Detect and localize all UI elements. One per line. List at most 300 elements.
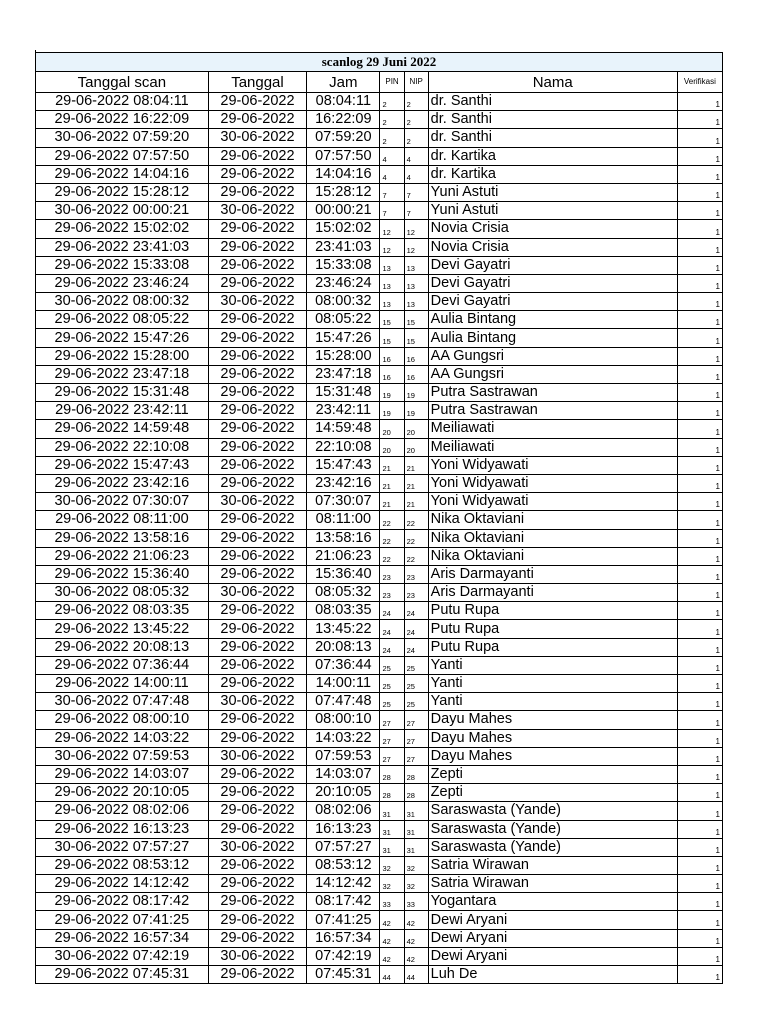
cell-nama: Nika Oktaviani xyxy=(428,529,677,547)
cell-tanggal: 29-06-2022 xyxy=(208,620,306,638)
cell-tanggal-scan: 30-06-2022 07:59:53 xyxy=(36,747,209,765)
cell-pin: 4 xyxy=(380,147,404,165)
cell-verifikasi: 1 xyxy=(677,420,722,438)
cell-nama: Putu Rupa xyxy=(428,602,677,620)
table-row xyxy=(36,747,723,765)
cell-nama: Devi Gayatri xyxy=(428,256,677,274)
table-row xyxy=(36,620,723,638)
cell-pin: 24 xyxy=(380,602,404,620)
cell-nip: 24 xyxy=(404,620,428,638)
cell-tanggal: 29-06-2022 xyxy=(208,565,306,583)
cell-verifikasi: 1 xyxy=(677,93,722,111)
cell-nama: Nika Oktaviani xyxy=(428,511,677,529)
cell-nama: Meiliawati xyxy=(428,420,677,438)
cell-nama: Zepti xyxy=(428,765,677,783)
cell-tanggal: 29-06-2022 xyxy=(208,893,306,911)
cell-nip: 13 xyxy=(404,256,428,274)
cell-tanggal: 30-06-2022 xyxy=(208,947,306,965)
cell-nip: 27 xyxy=(404,711,428,729)
cell-jam: 07:47:48 xyxy=(307,693,380,711)
table-row xyxy=(36,438,723,456)
cell-tanggal-scan: 29-06-2022 14:59:48 xyxy=(36,420,209,438)
cell-pin: 7 xyxy=(380,202,404,220)
cell-tanggal-scan: 29-06-2022 20:08:13 xyxy=(36,638,209,656)
cell-tanggal: 30-06-2022 xyxy=(208,202,306,220)
cell-nama: AA Gungsri xyxy=(428,365,677,383)
cell-nip: 42 xyxy=(404,947,428,965)
cell-verifikasi: 1 xyxy=(677,529,722,547)
table-row xyxy=(36,565,723,583)
cell-pin: 13 xyxy=(380,274,404,292)
cell-verifikasi: 1 xyxy=(677,511,722,529)
cell-jam: 20:10:05 xyxy=(307,784,380,802)
col-header-tanggal: Tanggal xyxy=(208,72,306,93)
table-row xyxy=(36,711,723,729)
cell-jam: 14:03:22 xyxy=(307,729,380,747)
cell-nama: Putu Rupa xyxy=(428,638,677,656)
cell-nama: dr. Santhi xyxy=(428,111,677,129)
cell-verifikasi: 1 xyxy=(677,347,722,365)
cell-jam: 15:36:40 xyxy=(307,565,380,583)
cell-nip: 31 xyxy=(404,802,428,820)
cell-verifikasi: 1 xyxy=(677,838,722,856)
cell-nip: 21 xyxy=(404,456,428,474)
cell-pin: 24 xyxy=(380,620,404,638)
cell-tanggal-scan: 30-06-2022 08:05:32 xyxy=(36,584,209,602)
cell-verifikasi: 1 xyxy=(677,456,722,474)
cell-nip: 31 xyxy=(404,820,428,838)
cell-nip: 7 xyxy=(404,183,428,201)
cell-jam: 15:28:12 xyxy=(307,183,380,201)
table-row xyxy=(36,293,723,311)
cell-nip: 16 xyxy=(404,347,428,365)
cell-nip: 22 xyxy=(404,547,428,565)
cell-verifikasi: 1 xyxy=(677,311,722,329)
table-row xyxy=(36,402,723,420)
cell-tanggal: 29-06-2022 xyxy=(208,729,306,747)
cell-pin: 4 xyxy=(380,165,404,183)
cell-verifikasi: 1 xyxy=(677,966,722,984)
cell-nama: Devi Gayatri xyxy=(428,274,677,292)
cell-nip: 42 xyxy=(404,911,428,929)
cell-tanggal: 29-06-2022 xyxy=(208,402,306,420)
cell-nama: Luh De xyxy=(428,966,677,984)
cell-verifikasi: 1 xyxy=(677,693,722,711)
cell-pin: 21 xyxy=(380,456,404,474)
cell-jam: 23:47:18 xyxy=(307,365,380,383)
cell-jam: 16:13:23 xyxy=(307,820,380,838)
cell-nip: 32 xyxy=(404,875,428,893)
cell-tanggal-scan: 29-06-2022 08:17:42 xyxy=(36,893,209,911)
cell-tanggal-scan: 29-06-2022 23:46:24 xyxy=(36,274,209,292)
table-row xyxy=(36,765,723,783)
cell-tanggal-scan: 29-06-2022 08:00:10 xyxy=(36,711,209,729)
cell-nama: Aris Darmayanti xyxy=(428,565,677,583)
cell-nama: Dayu Mahes xyxy=(428,711,677,729)
cell-nama: Yanti xyxy=(428,693,677,711)
cell-jam: 13:58:16 xyxy=(307,529,380,547)
cell-jam: 07:30:07 xyxy=(307,493,380,511)
cell-tanggal-scan: 29-06-2022 20:10:05 xyxy=(36,784,209,802)
table-row xyxy=(36,729,723,747)
cell-nama: Saraswasta (Yande) xyxy=(428,820,677,838)
cell-tanggal-scan: 29-06-2022 08:53:12 xyxy=(36,856,209,874)
col-header-pin: PIN xyxy=(380,72,404,93)
cell-verifikasi: 1 xyxy=(677,802,722,820)
table-row xyxy=(36,820,723,838)
cell-nip: 21 xyxy=(404,493,428,511)
cell-verifikasi: 1 xyxy=(677,365,722,383)
cell-verifikasi: 1 xyxy=(677,183,722,201)
cell-tanggal-scan: 29-06-2022 08:03:35 xyxy=(36,602,209,620)
cell-tanggal-scan: 29-06-2022 23:42:11 xyxy=(36,402,209,420)
cell-nama: Yanti xyxy=(428,675,677,693)
cell-tanggal: 29-06-2022 xyxy=(208,675,306,693)
cell-pin: 44 xyxy=(380,966,404,984)
cell-tanggal: 29-06-2022 xyxy=(208,274,306,292)
cell-nip: 7 xyxy=(404,202,428,220)
cell-verifikasi: 1 xyxy=(677,129,722,147)
table-row xyxy=(36,238,723,256)
cell-tanggal: 29-06-2022 xyxy=(208,529,306,547)
cell-pin: 20 xyxy=(380,420,404,438)
cell-jam: 16:57:34 xyxy=(307,929,380,947)
cell-nama: Novia Crisia xyxy=(428,238,677,256)
cell-nip: 33 xyxy=(404,893,428,911)
cell-jam: 15:47:43 xyxy=(307,456,380,474)
table-row xyxy=(36,147,723,165)
cell-tanggal: 29-06-2022 xyxy=(208,856,306,874)
cell-nama: Yoni Widyawati xyxy=(428,474,677,492)
cell-tanggal-scan: 29-06-2022 08:02:06 xyxy=(36,802,209,820)
cell-jam: 15:47:26 xyxy=(307,329,380,347)
cell-tanggal: 29-06-2022 xyxy=(208,966,306,984)
cell-pin: 31 xyxy=(380,838,404,856)
cell-nama: Yuni Astuti xyxy=(428,202,677,220)
cell-verifikasi: 1 xyxy=(677,202,722,220)
cell-nip: 13 xyxy=(404,293,428,311)
cell-jam: 00:00:21 xyxy=(307,202,380,220)
cell-jam: 16:22:09 xyxy=(307,111,380,129)
cell-jam: 23:42:16 xyxy=(307,474,380,492)
cell-jam: 08:02:06 xyxy=(307,802,380,820)
cell-verifikasi: 1 xyxy=(677,747,722,765)
header-row xyxy=(36,72,723,93)
cell-nama: Dayu Mahes xyxy=(428,747,677,765)
cell-tanggal-scan: 30-06-2022 07:59:20 xyxy=(36,129,209,147)
cell-nip: 24 xyxy=(404,638,428,656)
cell-tanggal-scan: 29-06-2022 15:31:48 xyxy=(36,384,209,402)
cell-tanggal: 29-06-2022 xyxy=(208,929,306,947)
table-row xyxy=(36,584,723,602)
cell-tanggal: 29-06-2022 xyxy=(208,638,306,656)
cell-pin: 22 xyxy=(380,547,404,565)
cell-tanggal-scan: 29-06-2022 15:28:00 xyxy=(36,347,209,365)
cell-jam: 15:28:00 xyxy=(307,347,380,365)
cell-pin: 27 xyxy=(380,711,404,729)
cell-jam: 07:59:20 xyxy=(307,129,380,147)
cell-pin: 12 xyxy=(380,238,404,256)
cell-jam: 23:41:03 xyxy=(307,238,380,256)
cell-nip: 22 xyxy=(404,511,428,529)
cell-tanggal: 29-06-2022 xyxy=(208,711,306,729)
cell-pin: 42 xyxy=(380,947,404,965)
cell-pin: 15 xyxy=(380,329,404,347)
table-row xyxy=(36,529,723,547)
cell-nama: Yoni Widyawati xyxy=(428,456,677,474)
cell-tanggal: 29-06-2022 xyxy=(208,347,306,365)
cell-pin: 21 xyxy=(380,474,404,492)
cell-verifikasi: 1 xyxy=(677,947,722,965)
scanlog-sheet xyxy=(35,52,723,984)
cell-nama: AA Gungsri xyxy=(428,347,677,365)
cell-tanggal: 30-06-2022 xyxy=(208,493,306,511)
cell-tanggal: 29-06-2022 xyxy=(208,802,306,820)
cell-tanggal: 30-06-2022 xyxy=(208,838,306,856)
cell-verifikasi: 1 xyxy=(677,893,722,911)
cell-nip: 12 xyxy=(404,238,428,256)
cell-tanggal: 29-06-2022 xyxy=(208,329,306,347)
table-row xyxy=(36,856,723,874)
cell-tanggal-scan: 29-06-2022 13:58:16 xyxy=(36,529,209,547)
cell-jam: 07:59:53 xyxy=(307,747,380,765)
cell-tanggal: 29-06-2022 xyxy=(208,474,306,492)
cell-verifikasi: 1 xyxy=(677,929,722,947)
cell-pin: 7 xyxy=(380,183,404,201)
cell-jam: 20:08:13 xyxy=(307,638,380,656)
cell-tanggal-scan: 30-06-2022 07:57:27 xyxy=(36,838,209,856)
cell-pin: 31 xyxy=(380,820,404,838)
cell-pin: 22 xyxy=(380,511,404,529)
cell-tanggal-scan: 29-06-2022 08:11:00 xyxy=(36,511,209,529)
cell-nama: dr. Santhi xyxy=(428,93,677,111)
cell-tanggal: 30-06-2022 xyxy=(208,293,306,311)
col-header-jam: Jam xyxy=(307,72,380,93)
cell-tanggal-scan: 30-06-2022 08:00:32 xyxy=(36,293,209,311)
cell-verifikasi: 1 xyxy=(677,856,722,874)
cell-pin: 2 xyxy=(380,129,404,147)
cell-verifikasi: 1 xyxy=(677,111,722,129)
table-row xyxy=(36,329,723,347)
cell-nip: 16 xyxy=(404,365,428,383)
cell-nip: 23 xyxy=(404,565,428,583)
cell-nip: 15 xyxy=(404,329,428,347)
cell-pin: 16 xyxy=(380,347,404,365)
table-row xyxy=(36,638,723,656)
cell-jam: 08:00:32 xyxy=(307,293,380,311)
cell-nip: 12 xyxy=(404,220,428,238)
cell-tanggal-scan: 29-06-2022 16:13:23 xyxy=(36,820,209,838)
cell-verifikasi: 1 xyxy=(677,656,722,674)
cell-tanggal: 29-06-2022 xyxy=(208,420,306,438)
table-row xyxy=(36,256,723,274)
cell-pin: 23 xyxy=(380,565,404,583)
cell-verifikasi: 1 xyxy=(677,165,722,183)
cell-jam: 23:46:24 xyxy=(307,274,380,292)
cell-verifikasi: 1 xyxy=(677,293,722,311)
cell-nama: Aulia Bintang xyxy=(428,311,677,329)
table-row xyxy=(36,202,723,220)
cell-pin: 13 xyxy=(380,256,404,274)
cell-jam: 14:04:16 xyxy=(307,165,380,183)
table-row xyxy=(36,456,723,474)
cell-tanggal-scan: 29-06-2022 07:36:44 xyxy=(36,656,209,674)
cell-nip: 42 xyxy=(404,929,428,947)
cell-nama: Dayu Mahes xyxy=(428,729,677,747)
cell-pin: 28 xyxy=(380,784,404,802)
cell-nip: 25 xyxy=(404,675,428,693)
cell-jam: 14:12:42 xyxy=(307,875,380,893)
cell-pin: 24 xyxy=(380,638,404,656)
cell-nip: 4 xyxy=(404,147,428,165)
cell-jam: 08:04:11 xyxy=(307,93,380,111)
cell-tanggal: 29-06-2022 xyxy=(208,656,306,674)
cell-nip: 31 xyxy=(404,838,428,856)
cell-pin: 16 xyxy=(380,365,404,383)
table-row xyxy=(36,347,723,365)
cell-verifikasi: 1 xyxy=(677,765,722,783)
cell-verifikasi: 1 xyxy=(677,675,722,693)
cell-verifikasi: 1 xyxy=(677,638,722,656)
cell-jam: 08:11:00 xyxy=(307,511,380,529)
cell-verifikasi: 1 xyxy=(677,711,722,729)
cell-jam: 15:02:02 xyxy=(307,220,380,238)
table-row xyxy=(36,602,723,620)
cell-verifikasi: 1 xyxy=(677,493,722,511)
cell-nip: 24 xyxy=(404,602,428,620)
cell-tanggal: 29-06-2022 xyxy=(208,456,306,474)
cell-tanggal: 29-06-2022 xyxy=(208,256,306,274)
cell-verifikasi: 1 xyxy=(677,147,722,165)
cell-pin: 21 xyxy=(380,493,404,511)
cell-pin: 27 xyxy=(380,747,404,765)
cell-verifikasi: 1 xyxy=(677,474,722,492)
table-row xyxy=(36,493,723,511)
cell-tanggal: 29-06-2022 xyxy=(208,765,306,783)
cell-verifikasi: 1 xyxy=(677,911,722,929)
cell-tanggal-scan: 29-06-2022 15:02:02 xyxy=(36,220,209,238)
cell-verifikasi: 1 xyxy=(677,565,722,583)
cell-tanggal: 29-06-2022 xyxy=(208,183,306,201)
cell-nama: Dewi Aryani xyxy=(428,929,677,947)
cell-nama: Saraswasta (Yande) xyxy=(428,802,677,820)
cell-tanggal: 29-06-2022 xyxy=(208,238,306,256)
cell-verifikasi: 1 xyxy=(677,820,722,838)
cell-nama: dr. Kartika xyxy=(428,147,677,165)
cell-tanggal: 29-06-2022 xyxy=(208,511,306,529)
cell-pin: 25 xyxy=(380,693,404,711)
cell-tanggal-scan: 29-06-2022 08:04:11 xyxy=(36,93,209,111)
cell-verifikasi: 1 xyxy=(677,602,722,620)
table-row xyxy=(36,784,723,802)
cell-tanggal-scan: 29-06-2022 07:41:25 xyxy=(36,911,209,929)
cell-verifikasi: 1 xyxy=(677,438,722,456)
cell-nama: Novia Crisia xyxy=(428,220,677,238)
table-row xyxy=(36,547,723,565)
cell-pin: 32 xyxy=(380,875,404,893)
cell-nip: 44 xyxy=(404,966,428,984)
table-row xyxy=(36,929,723,947)
cell-tanggal-scan: 29-06-2022 07:57:50 xyxy=(36,147,209,165)
cell-pin: 20 xyxy=(380,438,404,456)
cell-tanggal-scan: 30-06-2022 00:00:21 xyxy=(36,202,209,220)
cell-nama: Zepti xyxy=(428,784,677,802)
cell-nama: Dewi Aryani xyxy=(428,911,677,929)
cell-pin: 2 xyxy=(380,111,404,129)
cell-verifikasi: 1 xyxy=(677,402,722,420)
sheet-title: scanlog 29 Juni 2022 xyxy=(36,53,723,72)
table-row xyxy=(36,111,723,129)
cell-tanggal: 29-06-2022 xyxy=(208,365,306,383)
table-row xyxy=(36,802,723,820)
table-row xyxy=(36,875,723,893)
cell-pin: 28 xyxy=(380,765,404,783)
cell-pin: 19 xyxy=(380,384,404,402)
cell-nip: 20 xyxy=(404,420,428,438)
cell-tanggal-scan: 29-06-2022 15:47:43 xyxy=(36,456,209,474)
cell-nip: 2 xyxy=(404,111,428,129)
cell-tanggal: 29-06-2022 xyxy=(208,547,306,565)
cell-verifikasi: 1 xyxy=(677,620,722,638)
cell-jam: 07:57:27 xyxy=(307,838,380,856)
cell-nama: dr. Kartika xyxy=(428,165,677,183)
scanlog-table xyxy=(35,52,723,984)
table-row xyxy=(36,511,723,529)
cell-pin: 23 xyxy=(380,584,404,602)
cell-tanggal: 29-06-2022 xyxy=(208,311,306,329)
cell-tanggal-scan: 29-06-2022 14:03:22 xyxy=(36,729,209,747)
cell-verifikasi: 1 xyxy=(677,584,722,602)
table-row xyxy=(36,693,723,711)
cell-pin: 19 xyxy=(380,402,404,420)
cell-tanggal: 29-06-2022 xyxy=(208,165,306,183)
cell-verifikasi: 1 xyxy=(677,784,722,802)
cell-jam: 08:53:12 xyxy=(307,856,380,874)
cell-tanggal-scan: 29-06-2022 14:00:11 xyxy=(36,675,209,693)
cell-tanggal: 30-06-2022 xyxy=(208,693,306,711)
cell-nama: Putra Sastrawan xyxy=(428,402,677,420)
cell-tanggal: 29-06-2022 xyxy=(208,220,306,238)
cell-pin: 25 xyxy=(380,675,404,693)
cell-nip: 2 xyxy=(404,93,428,111)
cell-jam: 08:05:32 xyxy=(307,584,380,602)
cell-tanggal-scan: 29-06-2022 15:33:08 xyxy=(36,256,209,274)
cell-tanggal-scan: 29-06-2022 23:42:16 xyxy=(36,474,209,492)
table-row xyxy=(36,474,723,492)
cell-jam: 07:36:44 xyxy=(307,656,380,674)
cell-tanggal-scan: 29-06-2022 15:28:12 xyxy=(36,183,209,201)
cell-jam: 14:00:11 xyxy=(307,675,380,693)
cell-nip: 25 xyxy=(404,656,428,674)
table-row xyxy=(36,838,723,856)
cell-nip: 13 xyxy=(404,274,428,292)
cell-pin: 33 xyxy=(380,893,404,911)
cell-nip: 25 xyxy=(404,693,428,711)
cell-jam: 13:45:22 xyxy=(307,620,380,638)
cell-jam: 15:33:08 xyxy=(307,256,380,274)
cell-nip: 32 xyxy=(404,856,428,874)
cell-tanggal-scan: 29-06-2022 23:41:03 xyxy=(36,238,209,256)
table-row xyxy=(36,220,723,238)
cell-nama: Devi Gayatri xyxy=(428,293,677,311)
cell-jam: 07:45:31 xyxy=(307,966,380,984)
cell-jam: 21:06:23 xyxy=(307,547,380,565)
cell-pin: 12 xyxy=(380,220,404,238)
table-row xyxy=(36,420,723,438)
cell-nama: Aris Darmayanti xyxy=(428,584,677,602)
cell-nama: Putra Sastrawan xyxy=(428,384,677,402)
cell-nip: 19 xyxy=(404,402,428,420)
